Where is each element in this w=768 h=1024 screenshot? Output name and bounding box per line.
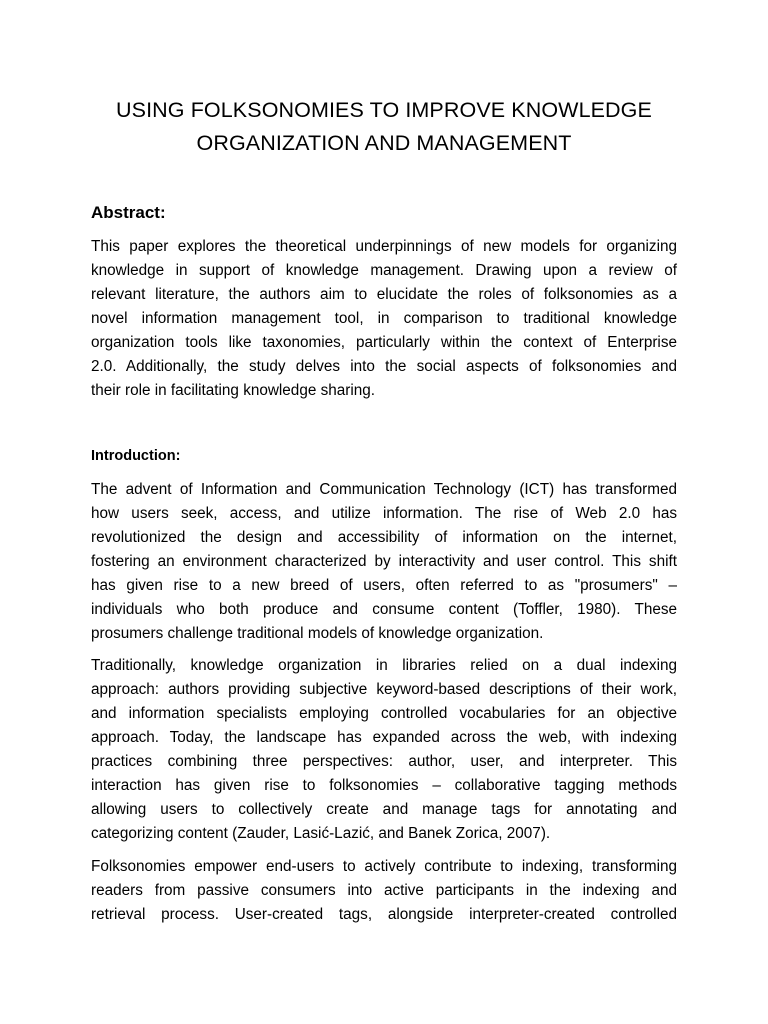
document-title <box>90 94 678 160</box>
text-line: retrieval process. User-created tags, alongside interpreter-created controlled <box>91 906 677 923</box>
text-line: readers from passive consumers into active participants in the indexing and <box>91 882 677 899</box>
text-line: has given rise to a new breed of users, often referred to as "prosumers" – <box>91 577 677 594</box>
text-line: Traditionally, knowledge organization in libraries relied on a dual indexing <box>91 657 677 674</box>
text-line: fostering an environment characterized by interactivity and user control. This shift <box>91 553 677 570</box>
text-line: Folksonomies empower end-users to actively contribute to indexing, transforming <box>91 858 677 875</box>
text-line: prosumers challenge traditional models of knowledge organization. <box>91 625 544 642</box>
text-line: novel information management tool, in comparison to traditional knowledge <box>91 310 677 327</box>
text-line: approach. Today, the landscape has expanded across the web, with indexing <box>91 729 677 746</box>
text-line: allowing users to collectively create and manage tags for annotating and <box>91 801 677 818</box>
text-line: This paper explores the theoretical underpinnings of new models for organizing <box>91 238 677 255</box>
introduction-paragraph-1 <box>91 478 677 646</box>
text-line: approach: authors providing subjective keyword-based descriptions of their work, <box>91 681 677 698</box>
text-line: interaction has given rise to folksonomies – collaborative tagging methods <box>91 777 677 794</box>
text-line: individuals who both produce and consume content (Toffler, 1980). These <box>91 601 677 618</box>
text-line: how users seek, access, and utilize information. The rise of Web 2.0 has <box>91 505 677 522</box>
text-line: categorizing content (Zauder, Lasić-Lazić, and Banek Zorica, 2007). <box>91 825 551 842</box>
introduction-heading: Introduction: <box>91 448 181 464</box>
text-line: relevant literature, the authors aim to elucidate the roles of folksonomies as a <box>91 286 677 303</box>
text-line: revolutionized the design and accessibility of information on the internet, <box>91 529 677 546</box>
text-line: their role in facilitating knowledge sharing. <box>91 382 376 399</box>
text-line: and information specialists employing controlled vocabularies for an objective <box>91 705 677 722</box>
text-line: The advent of Information and Communication Technology (ICT) has transformed <box>91 481 677 498</box>
text-line: practices combining three perspectives: author, user, and interpreter. This <box>91 753 677 770</box>
title-line: USING FOLKSONOMIES TO IMPROVE KNOWLEDGE <box>116 98 652 122</box>
title-line: ORGANIZATION AND MANAGEMENT <box>196 131 572 155</box>
text-line: knowledge in support of knowledge management. Drawing upon a review of <box>91 262 677 279</box>
text-line: 2.0. Additionally, the study delves into the social aspects of folksonomies and <box>91 358 677 375</box>
abstract-paragraph <box>91 235 677 403</box>
introduction-paragraph-3 <box>91 855 677 927</box>
introduction-paragraph-2 <box>91 654 677 846</box>
text-line: organization tools like taxonomies, particularly within the context of Enterprise <box>91 334 677 351</box>
abstract-heading: Abstract: <box>91 203 166 222</box>
